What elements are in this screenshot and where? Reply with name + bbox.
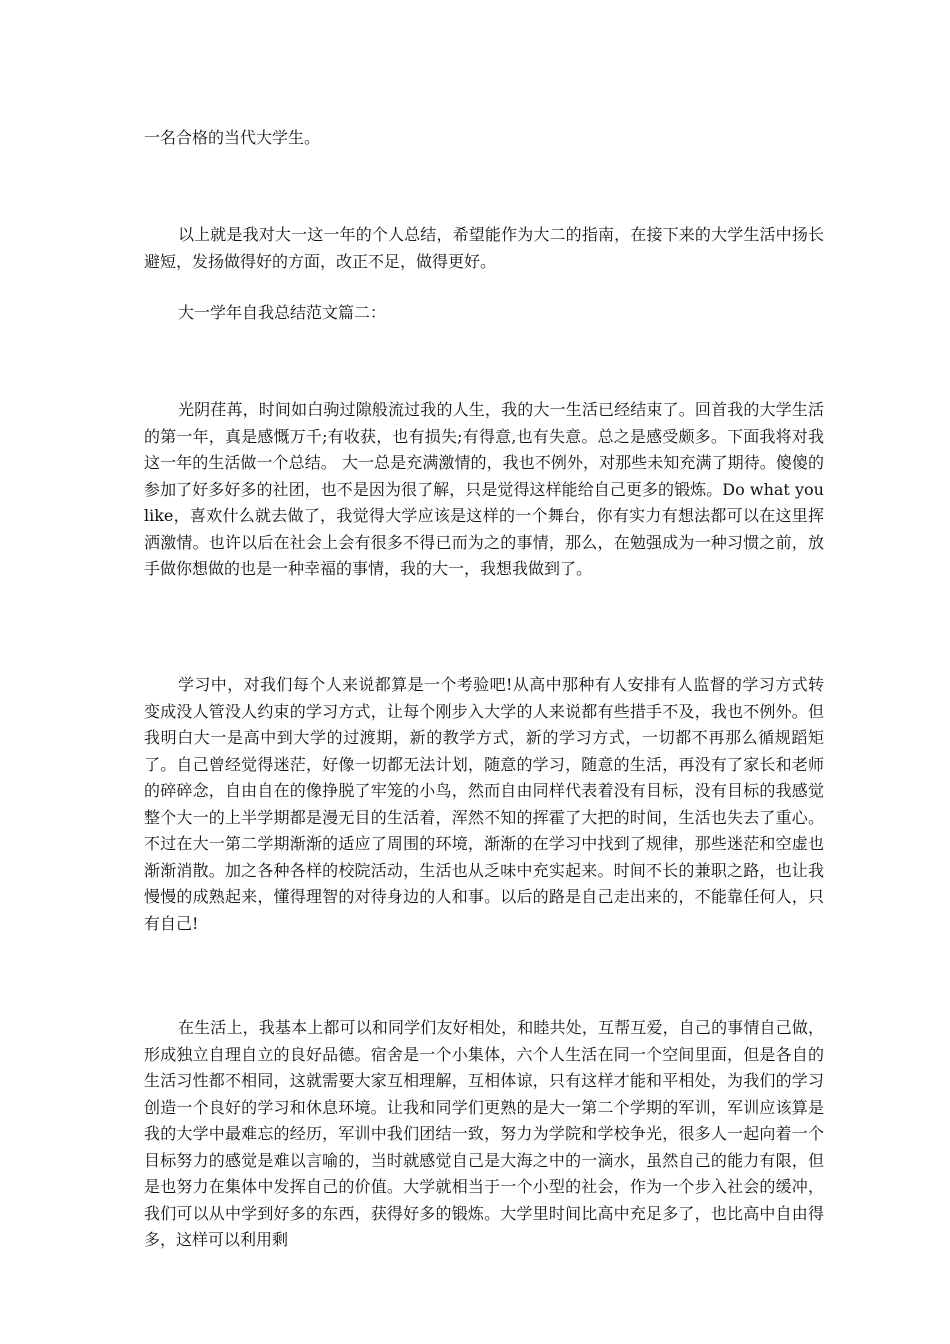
paragraph-study: 学习中，对我们每个人来说都算是一个考验吧!从高中那种有人安排有人监督的学习方式转变成没人管没人约束的学习方式，让每个刚步入大学的人来说都有些措手不及，我也不例外。但我明白大一是高中到大学的过渡期，新的教学方式，新的学习方式，一切都不再那么循规蹈矩了。自己曾经觉得迷茫，好像一切都无法计划，随意的学习，随意的生活，再没有了家长和老师的碎碎念，自由自在的像挣脱了牢笼的小鸟，然而自由同样代表着没有目标，没有目标的我感觉整个大一的上半学期都是漫无目的生活着，浑然不知的挥霍了大把的时间，生活也失去了重心。不过在大一第二学期渐渐的适应了周围的环境，渐渐的在学习中找到了规律，那些迷茫和空虚也渐渐消散。加之各种各样的校院活动，生活也从乏味中充实起来。时间不长的兼职之路，也让我慢慢的成熟起来，懂得理智的对待身边的人和事。以后的路是自己走出来的，不能靠任何人，只有自己! [144,675,824,933]
paragraph-life: 在生活上，我基本上都可以和同学们友好相处，和睦共处，互帮互爱，自己的事情自己做，形成独立自理自立的良好品德。宿舍是一个小集体，六个人生活在同一个空间里面，但是各自的生活习性都不相同，这就需要大家互相理解，互相体谅，只有这样才能和平相处，为我们的学习创造一个良好的学习和休息环境。让我和同学们更熟的是大一第二个学期的军训，军训应该算是我的大学中最难忘的经历，军训中我们团结一致，努力为学院和学校争光，很多人一起向着一个目标努力的感觉是难以言喻的，当时就感觉自己是大海之中的一滴水，虽然自己的能力有限，但是也努力在集体中发挥自己的价值。大学就相当于一个小型的社会，作为一个步入社会的缓冲，我们可以从中学到好多的东西，获得好多的锻炼。大学里时间比高中充足多了，也比高中自由得多，这样可以利用剩 [144,1018,824,1249]
section-heading: 大一学年自我总结范文篇二： [178,303,387,322]
paragraph-continuation: 一名合格的当代大学生。 [144,128,321,147]
paragraph-intro: 光阴荏苒，时间如白驹过隙般流过我的人生，我的大一生活已经结束了。回首我的大学生活的第一年，真是感慨万千;有收获，也有损失;有得意,也有失意。总之是感受颇多。下面我将对我这一年的生活做一个总结。 大一总是充满激情的，我也不例外，对那些未知充满了期待。傻傻的参加了好多好多的社团，也不是因为很了解，只是觉得这样能给自己更多的锻炼。Do what you like，喜欢什么就去做了，我觉得大学应该是这样的一个舞台，你有实力有想法都可以在这里挥洒激情。也许以后在社会上会有很多不得已而为之的事情，那么，在勉强成为一种习惯之前，放手做你想做的也是一种幸福的事情，我的大一，我想我做到了。 [144,400,824,578]
paragraph-summary: 以上就是我对大一这一年的个人总结，希望能作为大二的指南，在接下来的大学生活中扬长避短，发扬做得好的方面，改正不足，做得更好。 [144,225,824,271]
